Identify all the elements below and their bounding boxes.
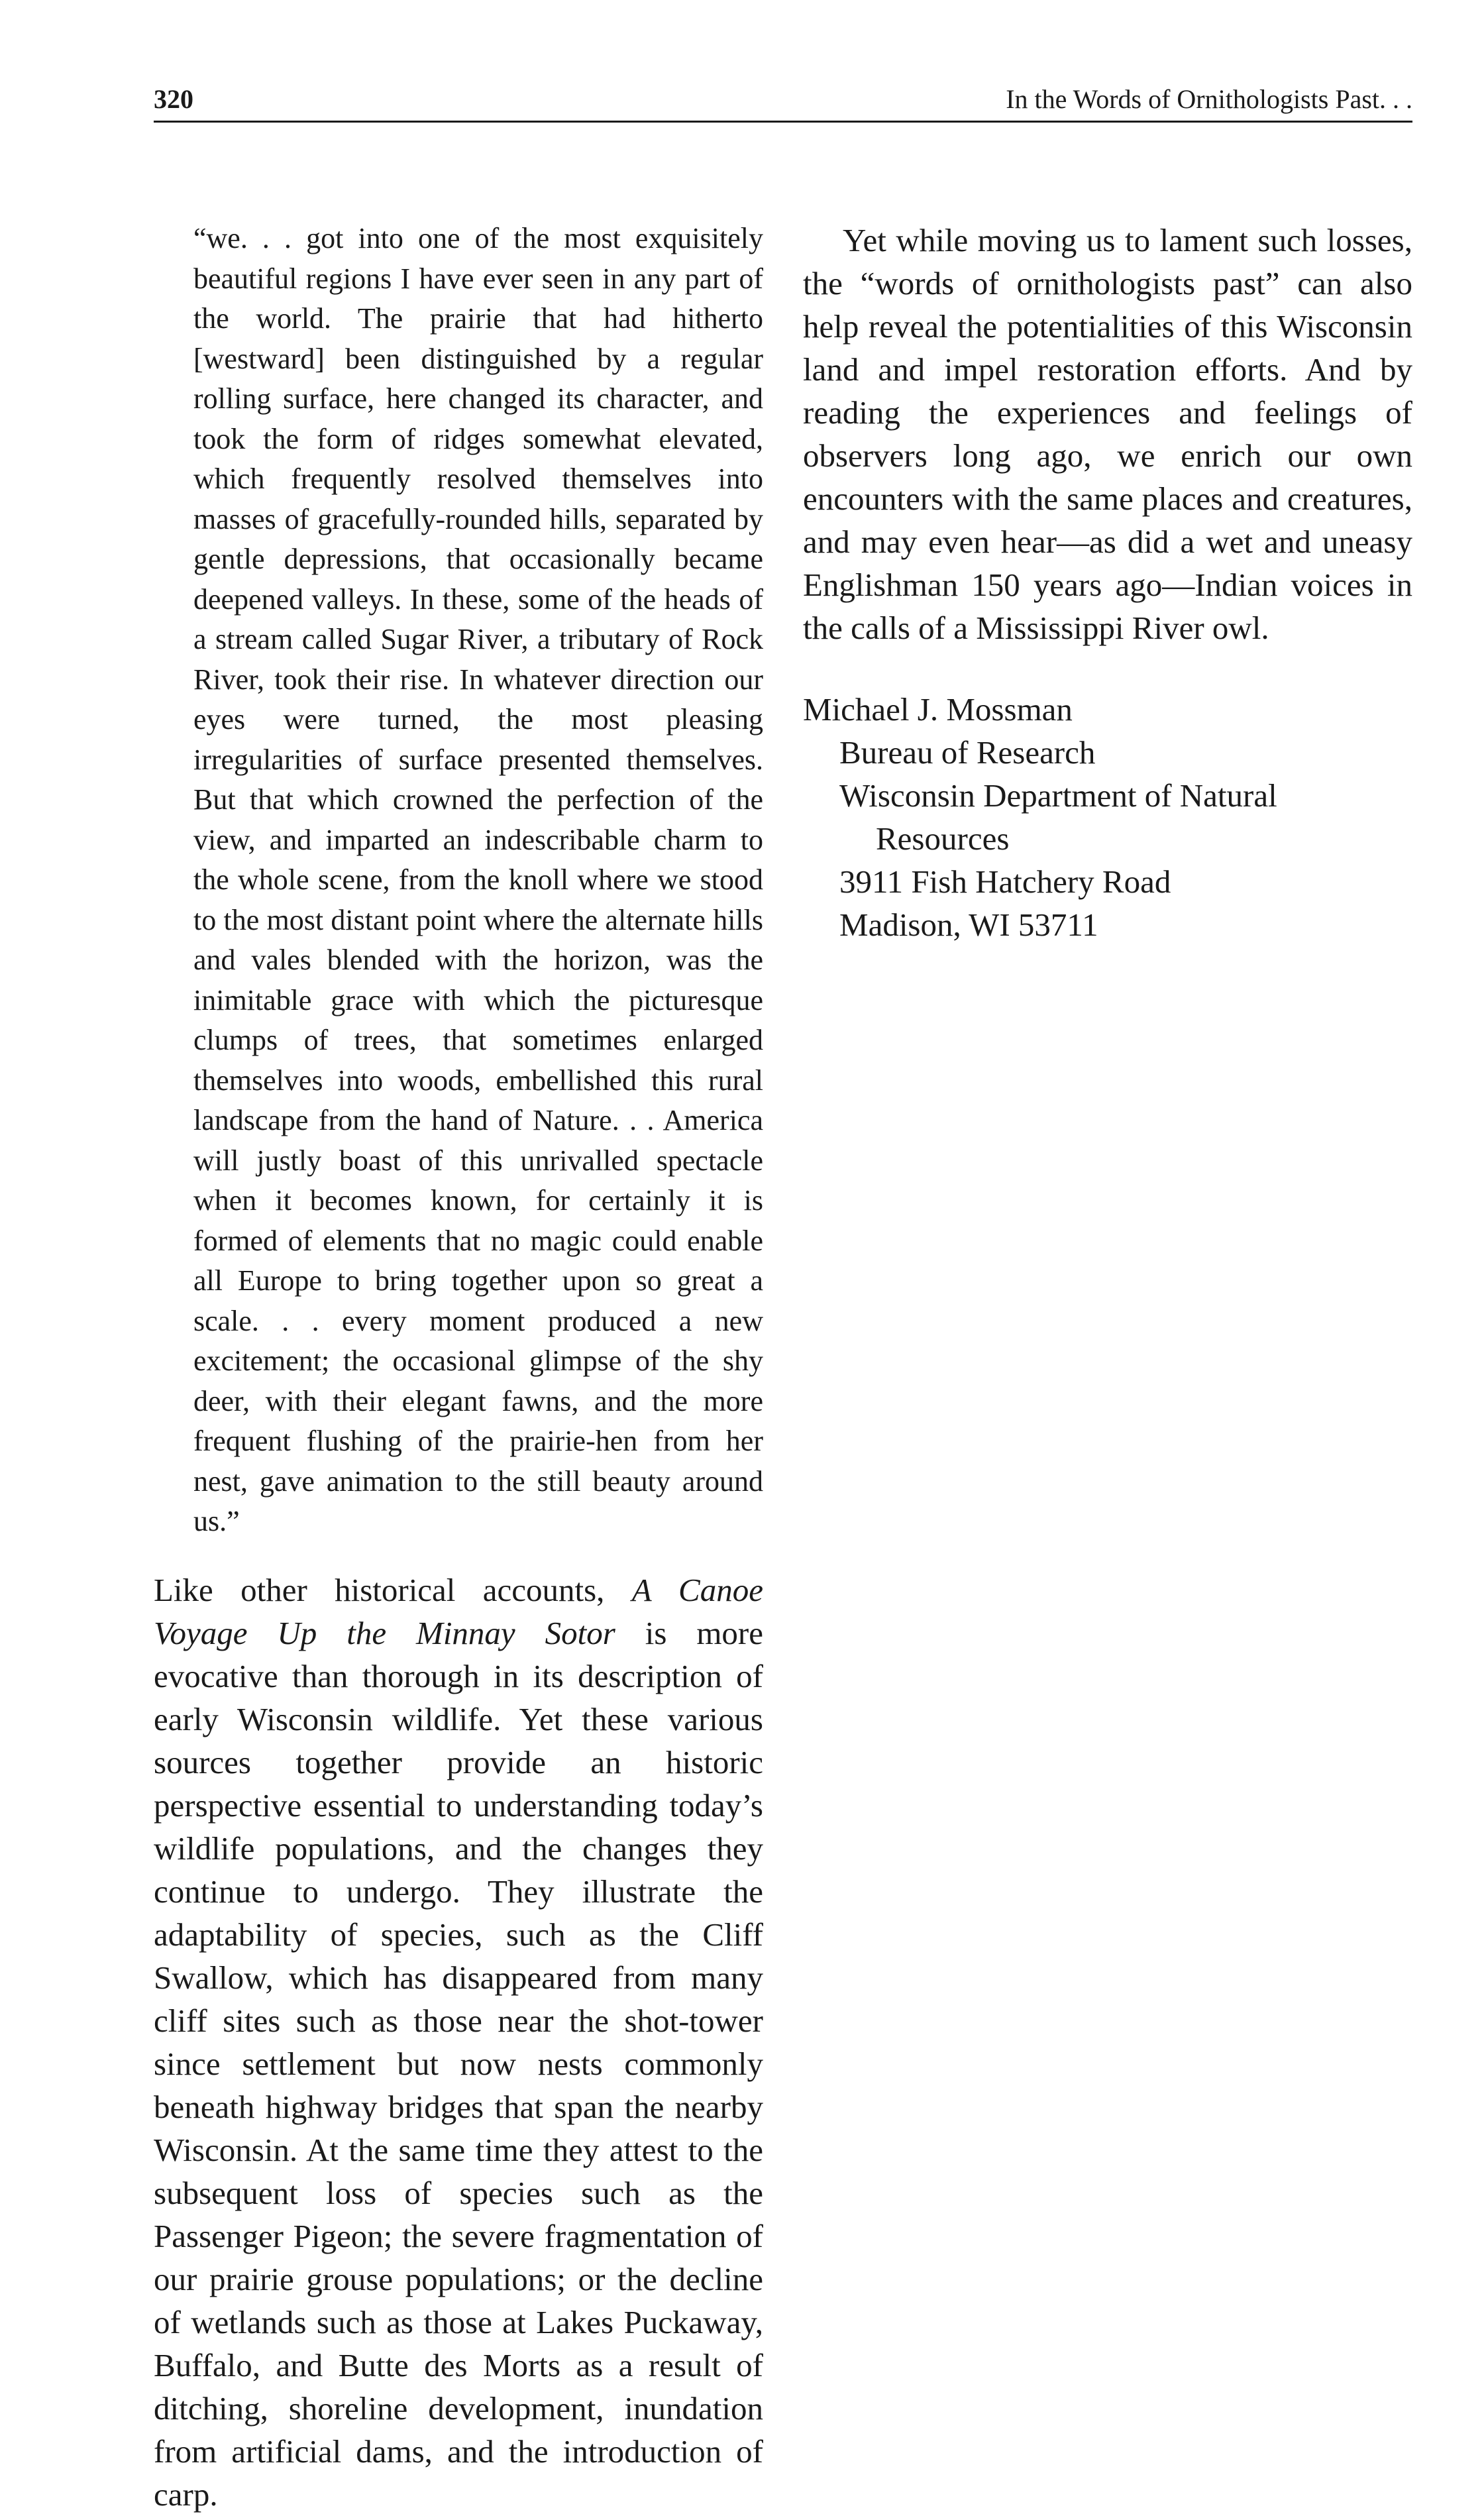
- right-column: [803, 219, 1412, 946]
- running-title: In the Words of Ornithologists Past. . .: [1006, 84, 1412, 114]
- page-number: 320: [154, 84, 193, 114]
- author-department: Wisconsin Department of Natural: [839, 777, 1277, 814]
- author-bureau: Bureau of Research: [839, 734, 1096, 771]
- author-name: Michael J. Mossman: [803, 691, 1073, 728]
- body-paragraph-1-start: [154, 1568, 763, 2516]
- book-title: A Canoe Voyage Up the Minnay Sotor: [154, 1571, 763, 1651]
- left-column: [154, 219, 763, 2516]
- paragraph1-after: is more evocative than thorough in its description of early Wisconsin wildlife. Yet these various sources together provide an historic perspective essential to understanding today’s wildlife populations, and the changes they continue to undergo. They illustrate the adaptability of species, such as the Cliff Swallow, which has disappeared from many cliff sites such as those near the shot-tower since settlement but now nests commonly beneath highway bridges that span the nearby Wisconsin. At the same time they attest to the subsequent loss of species such as the Passenger Pigeon; the severe fragmentation of our prairie grouse populations; or the decline of wetlands such as those at Lakes Puckaway, Buffalo, and Butte des Morts as a result of ditching, shoreline development, inundation from artificial dams, and the introduction of carp.: [154, 1614, 763, 2513]
- body-paragraph-2: Yet while moving us to lament such losses, the “words of ornithologists past” can also help reveal the potentialities of this Wisconsin land and impel restoration efforts. And by reading the experiences and feelings of observers long ago, we enrich our own encounters with the same places and creatures, and may even hear—as did a wet and uneasy Englishman 150 years ago—Indian voices in the calls of a Mississippi River owl.: [803, 222, 1412, 646]
- author-signature: [803, 688, 1412, 946]
- author-street: 3911 Fish Hatchery Road: [839, 863, 1171, 900]
- author-city: Madison, WI 53711: [839, 906, 1098, 943]
- block-quote: “we. . . got into one of the most exquisitely beautiful regions I have ever seen in any part of the world. The prairie that had hitherto [westward] been distinguished by a regular rolling surface, here changed its character, and took the form of ridges somewhat elevated, which frequently resolved themselves into masses of gracefully-rounded hills, separated by gentle depressions, that occasionally became deepened valleys. In these, some of the heads of a stream called Sugar River, a tributary of Rock River, took their rise. In whatever direction our eyes were turned, the most pleasing irregularities of surface presented themselves. But that which crowned the perfection of the view, and imparted an indescribable charm to the whole scene, from the knoll where we stood to the most distant point where the alternate hills and vales blended with the horizon, was the inimitable grace with which the picturesque clumps of trees, that sometimes enlarged themselves into woods, embellished this rural landscape from the hand of Nature. . . America will justly boast of this unrivalled spectacle when it becomes known, for certainly it is formed of elements that no magic could enable all Europe to bring together upon so great a scale. . . every moment produced a new excitement; the occasional glimpse of the shy deer, with their elegant fawns, and the more frequent flushing of the prairie-hen from her nest, gave animation to the still beauty around us.”: [193, 222, 763, 1537]
- author-department-cont: Resources: [876, 820, 1010, 857]
- running-head: [154, 80, 1412, 119]
- paragraph1-before: Like other historical accounts,: [154, 1571, 632, 1608]
- header-rule: [154, 121, 1412, 123]
